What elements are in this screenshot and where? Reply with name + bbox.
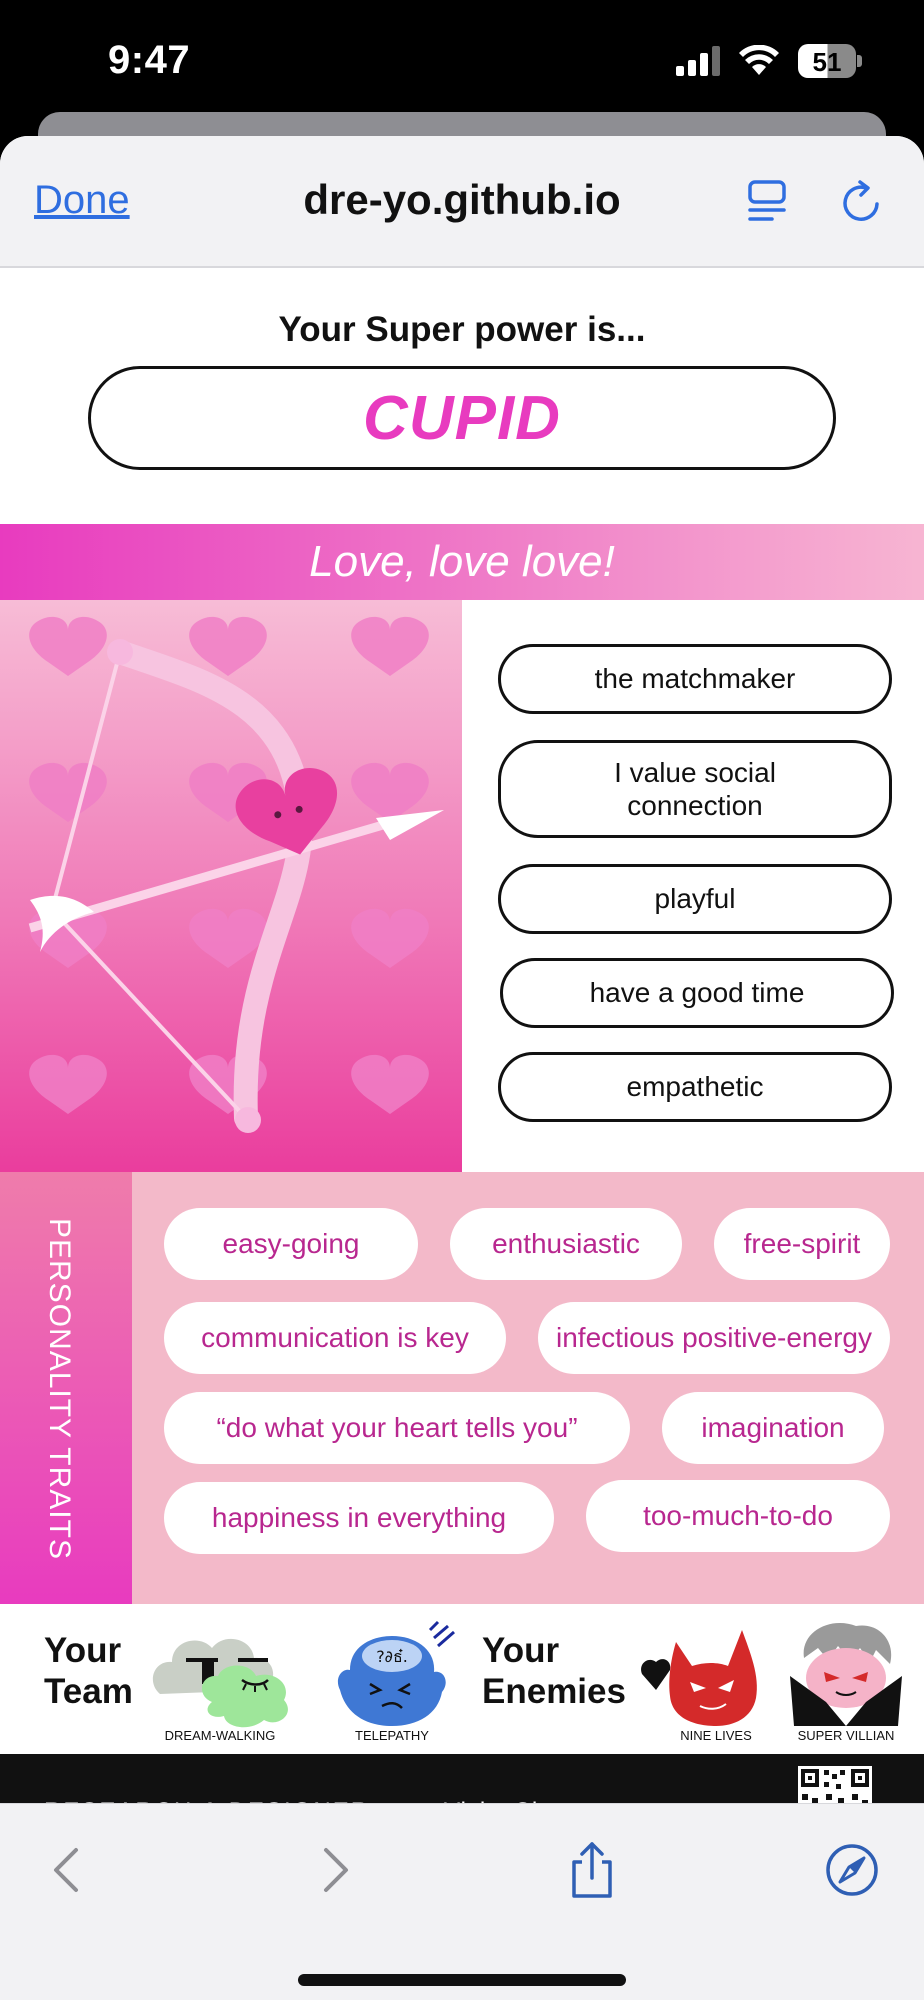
trait-pill: have a good time [500,958,894,1028]
dream-walking-character [146,1624,316,1732]
status-icons [676,44,862,78]
team-heading [44,1630,133,1713]
personality-tag: free-spirit [714,1208,890,1280]
enemies-heading-line-2: Enemies [482,1672,626,1712]
personality-sidebar [0,1172,132,1604]
cupid-artwork [0,600,462,1172]
team-enemies-row [0,1604,924,1754]
tagline-text: Love, love love! [309,537,615,586]
trait-pill: the matchmaker [498,644,892,714]
enemies-heading-line-1: Your [482,1631,560,1670]
browser-toolbar [0,1803,924,2000]
team-caption: TELEPATHY [355,1728,429,1743]
personality-label: PERSONALITY TRAITS [43,1218,76,1560]
browser-nav-bar [0,136,924,268]
personality-tag: infectious positive-energy [538,1302,890,1374]
compass-icon[interactable] [822,1840,882,1900]
trait-pill: playful [498,864,892,934]
battery-level: 51 [812,47,842,77]
cupid-illustration [0,600,462,1172]
personality-tag: enthusiastic [450,1208,682,1280]
done-button[interactable]: Done [34,178,130,222]
telepathy-character [330,1618,460,1730]
personality-tag: happiness in everything [164,1482,554,1554]
enemy-caption: NINE LIVES [680,1728,752,1743]
status-time: 9:47 [108,38,191,82]
wifi-icon [738,45,780,77]
personality-traits-section [0,1172,924,1604]
team-heading-line-2: Team [44,1672,133,1712]
signal-icon [676,46,720,76]
trait-pill: I value social connection [498,740,892,838]
personality-tag: too-much-to-do [586,1480,890,1552]
share-icon[interactable] [562,1840,622,1900]
nine-lives-character [638,1622,770,1730]
home-indicator [298,1974,626,1986]
power-name: CUPID [363,383,561,453]
personality-tag: “do what your heart tells you” [164,1392,630,1464]
tagline-banner [0,524,924,600]
reader-icon[interactable] [742,176,794,228]
forward-icon[interactable] [304,1840,364,1900]
power-result-pill [88,366,836,470]
power-heading: Your Super power is... [278,310,646,349]
reload-icon[interactable] [836,176,888,228]
enemies-heading [482,1630,626,1713]
trait-pill: empathetic [498,1052,892,1122]
super-villian-character [786,1618,906,1730]
personality-tag: easy-going [164,1208,418,1280]
battery-icon [798,44,862,78]
back-icon[interactable] [38,1840,98,1900]
enemy-caption: SUPER VILLIAN [797,1728,895,1743]
status-bar [0,0,924,130]
browser-sheet [0,136,924,2000]
url-text[interactable]: dre-yo.github.io [303,176,621,223]
personality-tag: imagination [662,1392,884,1464]
traits-panel [462,600,924,1172]
personality-tag: communication is key [164,1302,506,1374]
team-heading-line-1: Your [44,1631,122,1670]
team-caption: DREAM-WALKING [164,1728,276,1743]
svg-text:?∂ธ๋.: ?∂ธ๋. [376,1647,408,1666]
